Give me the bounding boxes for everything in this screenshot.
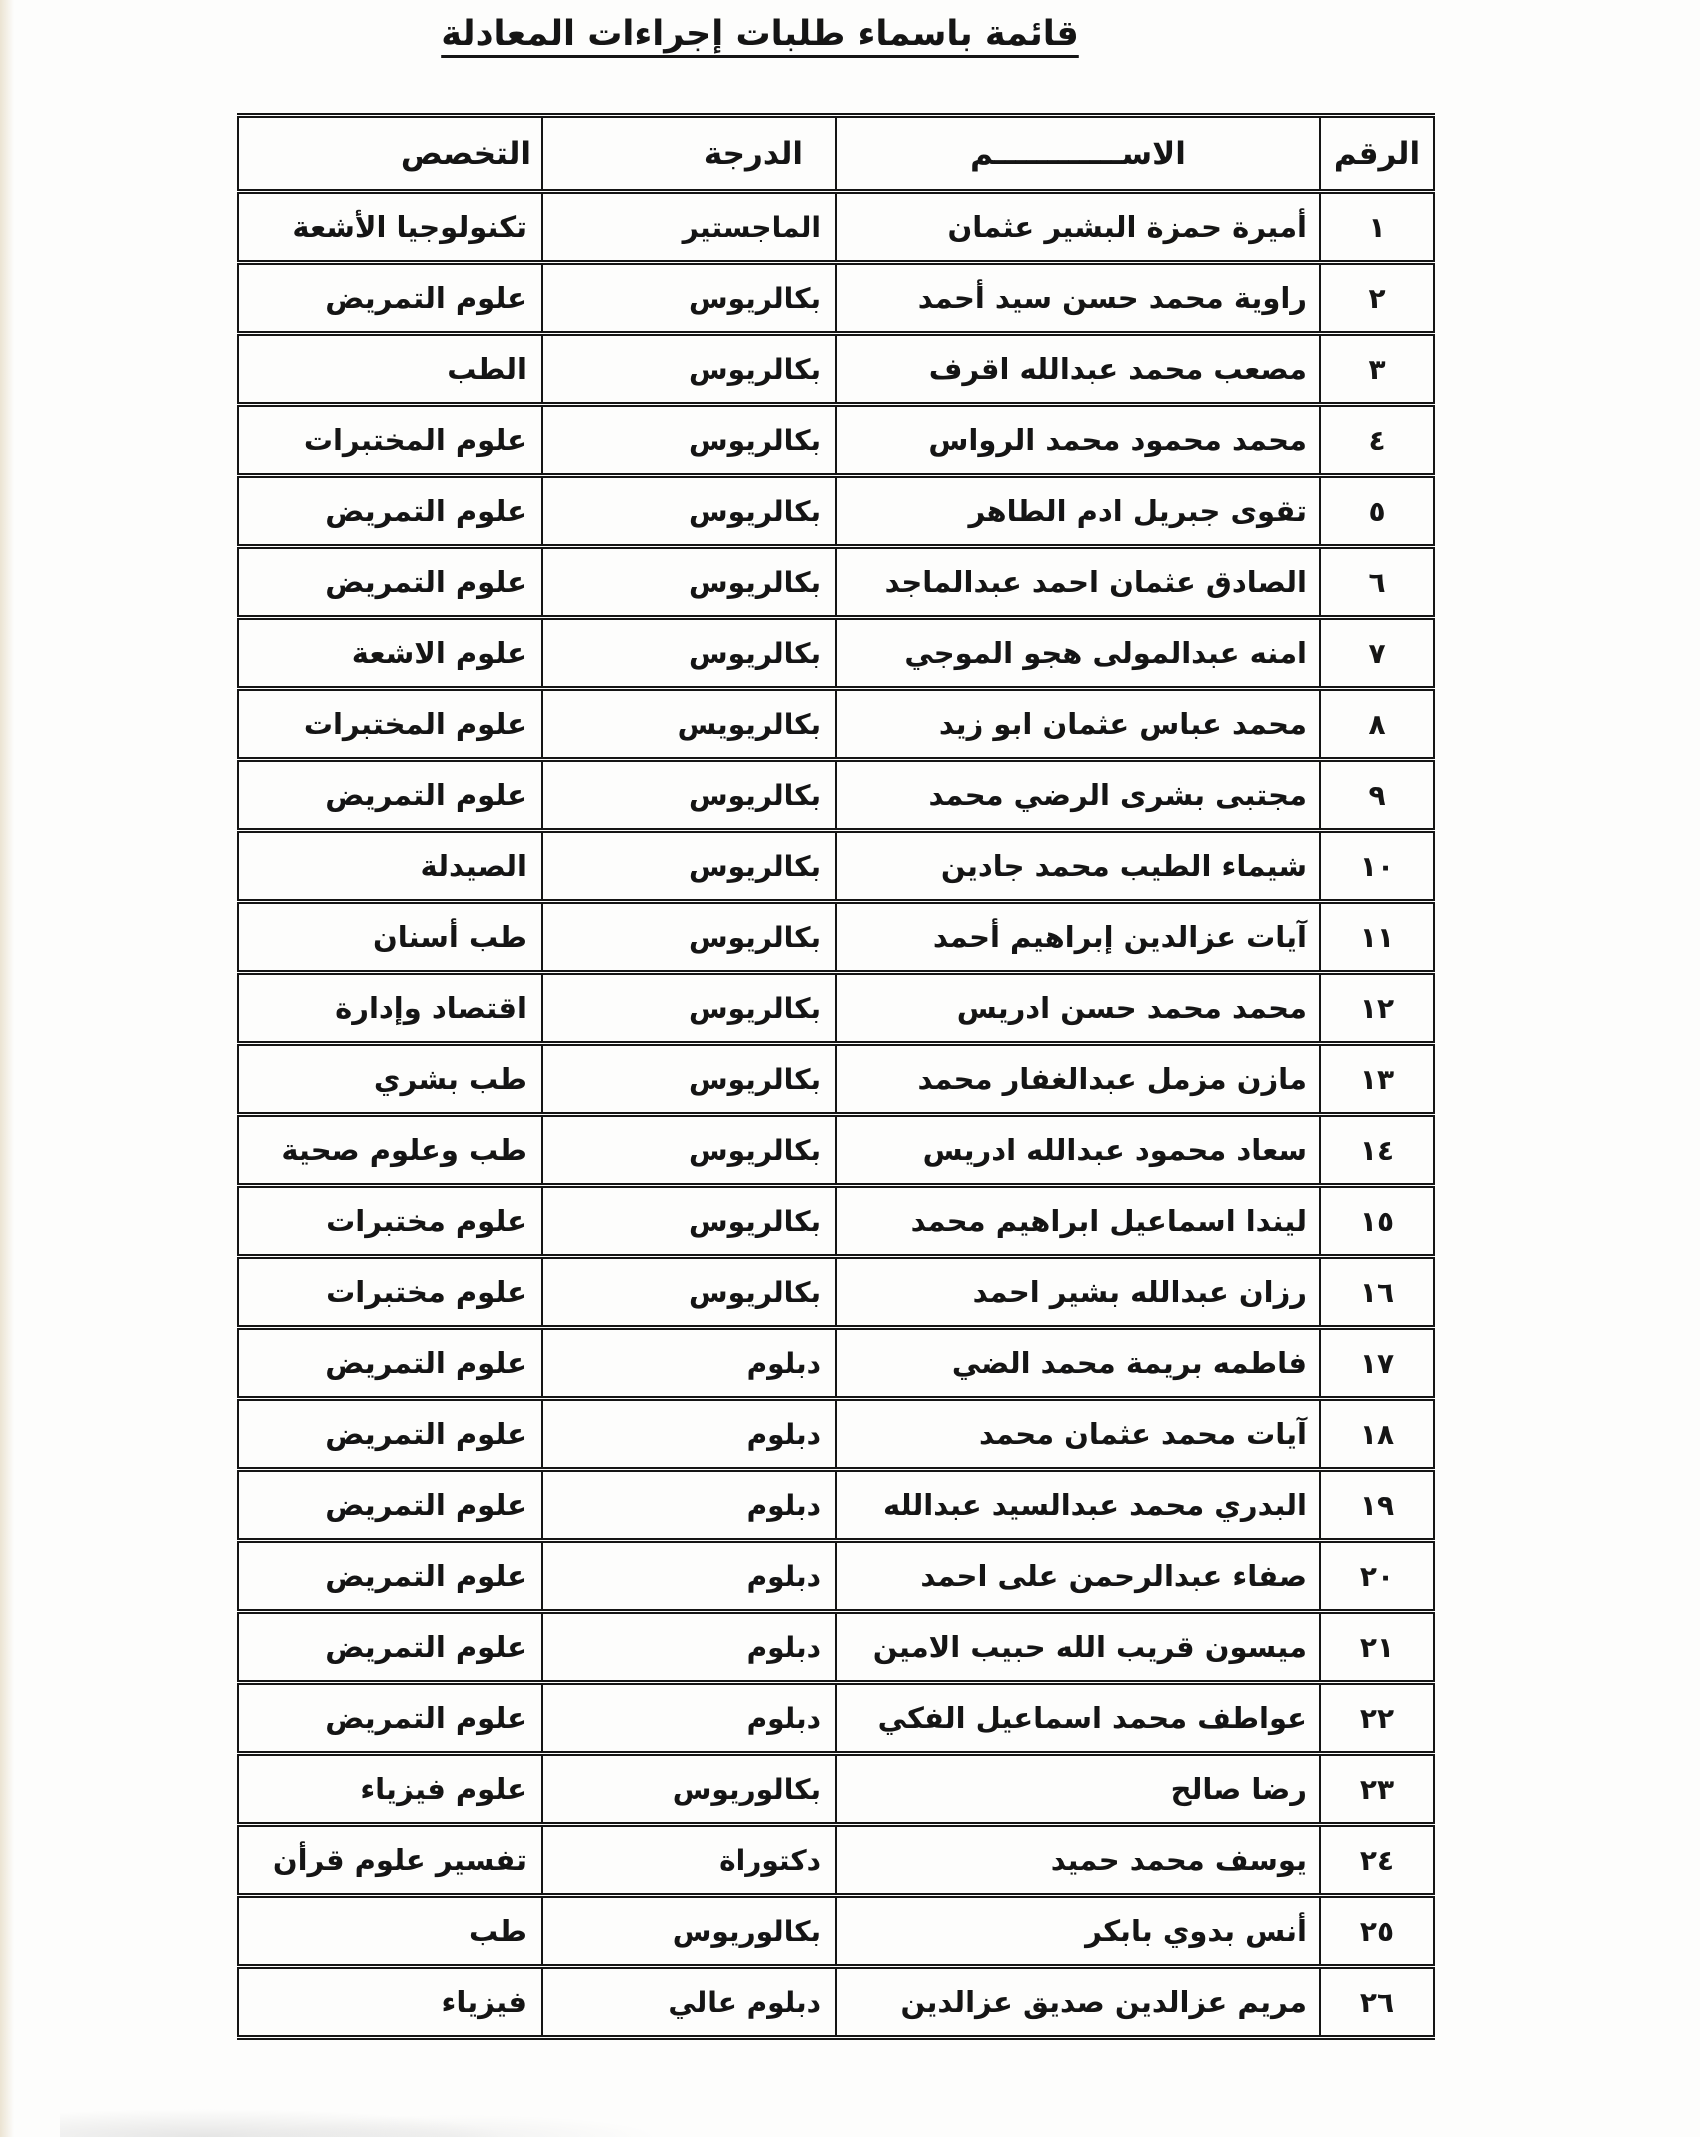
table-row [238, 1115, 1434, 1186]
row-name-cell: آيات محمد عثمان محمد [836, 1399, 1320, 1470]
row-number-cell: ١٩ [1320, 1470, 1434, 1541]
row-name-cell: مجتبى بشرى الرضي محمد [836, 760, 1320, 831]
row-degree-cell: دبلوم [542, 1399, 836, 1470]
row-number-cell: ٢ [1320, 263, 1434, 334]
row-number-cell: ١٥ [1320, 1186, 1434, 1257]
row-number-cell: ١٨ [1320, 1399, 1434, 1470]
row-specialization-cell: تفسير علوم قرأن [238, 1825, 542, 1896]
row-specialization-cell: علوم التمريض [238, 1328, 542, 1399]
row-name-cell: محمد عباس عثمان ابو زيد [836, 689, 1320, 760]
table-row [238, 831, 1434, 902]
row-name-cell: صفاء عبدالرحمن على احمد [836, 1541, 1320, 1612]
row-specialization-cell: طب [238, 1896, 542, 1967]
row-degree-cell: دبلوم [542, 1541, 836, 1612]
row-specialization-cell: علوم التمريض [238, 263, 542, 334]
row-name-cell: رضا صالح [836, 1754, 1320, 1825]
row-number-cell: ٢٦ [1320, 1967, 1434, 2038]
row-number-cell: ٢٤ [1320, 1825, 1434, 1896]
row-name-cell: ليندا اسماعيل ابراهيم محمد [836, 1186, 1320, 1257]
row-specialization-cell: علوم التمريض [238, 1541, 542, 1612]
table-body [238, 192, 1434, 2038]
row-name-cell: ميسون قريب الله حبيب الامين [836, 1612, 1320, 1683]
row-specialization-cell: فيزياء [238, 1967, 542, 2038]
row-number-cell: ١٣ [1320, 1044, 1434, 1115]
table-row [238, 1044, 1434, 1115]
row-name-cell: محمد محمد حسن ادريس [836, 973, 1320, 1044]
table-row [238, 1754, 1434, 1825]
row-degree-cell: بكالريوس [542, 760, 836, 831]
table-row [238, 263, 1434, 334]
table-row [238, 1825, 1434, 1896]
row-name-cell: شيماء الطيب محمد جادين [836, 831, 1320, 902]
row-degree-cell: دكتوراة [542, 1825, 836, 1896]
header-number: الرقم [1320, 116, 1434, 192]
row-degree-cell: بكالوريوس [542, 1754, 836, 1825]
table-row [238, 1186, 1434, 1257]
table-row [238, 334, 1434, 405]
row-number-cell: ١٢ [1320, 973, 1434, 1044]
table-row [238, 1683, 1434, 1754]
row-number-cell: ٧ [1320, 618, 1434, 689]
row-degree-cell: بكالريوس [542, 476, 836, 547]
table-row [238, 1399, 1434, 1470]
row-name-cell: امنه عبدالمولى هجو الموجي [836, 618, 1320, 689]
row-number-cell: ١٤ [1320, 1115, 1434, 1186]
row-name-cell: أميرة حمزة البشير عثمان [836, 192, 1320, 263]
row-specialization-cell: علوم المختبرات [238, 689, 542, 760]
row-degree-cell: دبلوم عالي [542, 1967, 836, 2038]
row-specialization-cell: علوم التمريض [238, 1470, 542, 1541]
row-number-cell: ١ [1320, 192, 1434, 263]
row-name-cell: رزان عبدالله بشير احمد [836, 1257, 1320, 1328]
row-number-cell: ٢٣ [1320, 1754, 1434, 1825]
row-number-cell: ٢٢ [1320, 1683, 1434, 1754]
row-number-cell: ٢٥ [1320, 1896, 1434, 1967]
page-title: قائمة باسماء طلبات إجراءات المعادلة [441, 14, 1079, 54]
table-row [238, 1612, 1434, 1683]
row-specialization-cell: اقتصاد وإدارة [238, 973, 542, 1044]
table-row [238, 760, 1434, 831]
row-degree-cell: بكالريوس [542, 831, 836, 902]
table-header-row [238, 116, 1434, 192]
row-specialization-cell: علوم الاشعة [238, 618, 542, 689]
row-name-cell: راوية محمد حسن سيد أحمد [836, 263, 1320, 334]
header-degree: الدرجة [542, 116, 836, 192]
row-number-cell: ١٧ [1320, 1328, 1434, 1399]
row-name-cell: مازن مزمل عبدالغفار محمد [836, 1044, 1320, 1115]
table-row [238, 1541, 1434, 1612]
table-row [238, 1896, 1434, 1967]
row-specialization-cell: علوم فيزياء [238, 1754, 542, 1825]
header-specialization: التخصص [238, 116, 542, 192]
row-specialization-cell: طب أسنان [238, 902, 542, 973]
header-name: الاســــــــــــم [836, 116, 1320, 192]
equivalence-requests-table [237, 113, 1435, 2040]
row-degree-cell: دبلوم [542, 1328, 836, 1399]
table-row [238, 547, 1434, 618]
row-name-cell: يوسف محمد حميد [836, 1825, 1320, 1896]
row-degree-cell: دبلوم [542, 1612, 836, 1683]
row-degree-cell: بكالريوس [542, 405, 836, 476]
row-degree-cell: بكالريوس [542, 1257, 836, 1328]
row-degree-cell: بكالريوس [542, 618, 836, 689]
table-row [238, 405, 1434, 476]
row-specialization-cell: طب بشري [238, 1044, 542, 1115]
row-name-cell: محمد محمود محمد الرواس [836, 405, 1320, 476]
row-specialization-cell: طب وعلوم صحية [238, 1115, 542, 1186]
row-degree-cell: دبلوم [542, 1683, 836, 1754]
row-name-cell: الصادق عثمان احمد عبدالماجد [836, 547, 1320, 618]
row-specialization-cell: علوم مختبرات [238, 1257, 542, 1328]
row-specialization-cell: تكنولوجيا الأشعة [238, 192, 542, 263]
row-name-cell: مصعب محمد عبدالله اقرف [836, 334, 1320, 405]
row-number-cell: ٩ [1320, 760, 1434, 831]
row-degree-cell: بكالريوس [542, 263, 836, 334]
table-row [238, 689, 1434, 760]
row-name-cell: أنس بدوي بابكر [836, 1896, 1320, 1967]
row-name-cell: تقوى جبريل ادم الطاهر [836, 476, 1320, 547]
row-number-cell: ١١ [1320, 902, 1434, 973]
row-degree-cell: بكالريوس [542, 547, 836, 618]
table-row [238, 192, 1434, 263]
row-specialization-cell: علوم التمريض [238, 476, 542, 547]
row-degree-cell: بكالريوس [542, 1186, 836, 1257]
row-name-cell: عواطف محمد اسماعيل الفكي [836, 1683, 1320, 1754]
table-row [238, 1328, 1434, 1399]
row-degree-cell: بكالوريوس [542, 1896, 836, 1967]
row-degree-cell: دبلوم [542, 1470, 836, 1541]
row-degree-cell: بكالريويس [542, 689, 836, 760]
row-degree-cell: بكالريوس [542, 902, 836, 973]
table-row [238, 973, 1434, 1044]
row-number-cell: ٤ [1320, 405, 1434, 476]
row-number-cell: ٢١ [1320, 1612, 1434, 1683]
row-specialization-cell: علوم التمريض [238, 1612, 542, 1683]
table-row [238, 1967, 1434, 2038]
row-name-cell: سعاد محمود عبدالله ادريس [836, 1115, 1320, 1186]
row-degree-cell: بكالريوس [542, 973, 836, 1044]
scan-edge-shadow [0, 0, 14, 2137]
row-number-cell: ٢٠ [1320, 1541, 1434, 1612]
row-specialization-cell: علوم التمريض [238, 1399, 542, 1470]
row-name-cell: البدري محمد عبدالسيد عبدالله [836, 1470, 1320, 1541]
row-name-cell: فاطمه بريمة محمد الضي [836, 1328, 1320, 1399]
row-name-cell: مريم عزالدين صديق عزالدين [836, 1967, 1320, 2038]
row-number-cell: ١٠ [1320, 831, 1434, 902]
row-specialization-cell: الصيدلة [238, 831, 542, 902]
row-specialization-cell: الطب [238, 334, 542, 405]
table-row [238, 476, 1434, 547]
row-number-cell: ٨ [1320, 689, 1434, 760]
scan-smudge [60, 2097, 780, 2137]
row-number-cell: ٦ [1320, 547, 1434, 618]
table-row [238, 902, 1434, 973]
row-degree-cell: بكالريوس [542, 1115, 836, 1186]
table-row [238, 1257, 1434, 1328]
row-specialization-cell: علوم التمريض [238, 547, 542, 618]
row-degree-cell: بكالريوس [542, 1044, 836, 1115]
row-degree-cell: الماجستير [542, 192, 836, 263]
row-specialization-cell: علوم المختبرات [238, 405, 542, 476]
row-specialization-cell: علوم التمريض [238, 1683, 542, 1754]
row-number-cell: ١٦ [1320, 1257, 1434, 1328]
row-specialization-cell: علوم التمريض [238, 760, 542, 831]
row-specialization-cell: علوم مختبرات [238, 1186, 542, 1257]
table-row [238, 1470, 1434, 1541]
row-degree-cell: بكالريوس [542, 334, 836, 405]
table-row [238, 618, 1434, 689]
row-name-cell: آيات عزالدين إبراهيم أحمد [836, 902, 1320, 973]
row-number-cell: ٣ [1320, 334, 1434, 405]
row-number-cell: ٥ [1320, 476, 1434, 547]
